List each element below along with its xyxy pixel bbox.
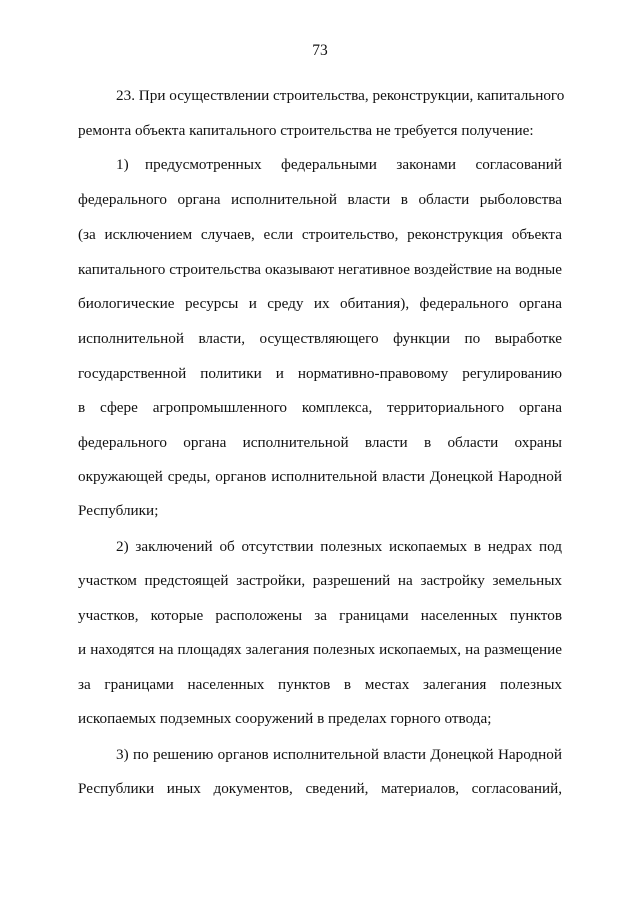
item-1-line-5: биологические ресурсы и среду их обитания), федерального органа [78, 295, 562, 312]
item-2-line-3: участков, которые расположены за границами населенных пунктов [78, 607, 562, 624]
paragraph-23-line-1: 23. При осуществлении строительства, реконструкции, капитального [116, 87, 565, 104]
item-1-line-9: федерального органа исполнительной власти в области охраны [78, 434, 562, 451]
item-2-line-1: 2) заключений об отсутствии полезных ископаемых в недрах под [116, 538, 562, 555]
item-1-line-2: федерального органа исполнительной власти в области рыболовства [78, 191, 562, 208]
item-3-line-1: 3) по решению органов исполнительной власти Донецкой Народной [116, 746, 562, 763]
item-1-line-1: предусмотренных федеральными законами согласований [145, 156, 562, 173]
item-1-number: 1) [116, 156, 129, 173]
paragraph-23-line-2: ремонта объекта капитального строительства не требуется получение: [78, 122, 534, 139]
item-1-line-6: исполнительной власти, осуществляющего функции по выработке [78, 330, 562, 347]
item-1-line-8: в сфере агропромышленного комплекса, территориального органа [78, 399, 562, 416]
item-1-line-7: государственной политики и нормативно-правовому регулированию [78, 365, 562, 382]
item-2-line-5: за границами населенных пунктов в местах залегания полезных [78, 676, 562, 693]
page-number: 73 [312, 42, 328, 59]
item-1-line-4: капитального строительства оказывают негативное воздействие на водные [78, 261, 562, 278]
item-3-line-2: Республики иных документов, сведений, материалов, согласований, [78, 780, 562, 797]
item-2-line-2: участком предстоящей застройки, разрешений на застройку земельных [78, 572, 562, 589]
item-2-line-4: и находятся на площадях залегания полезных ископаемых, на размещение [78, 641, 562, 658]
item-1-line-3: (за исключением случаев, если строительство, реконструкция объекта [78, 226, 562, 243]
item-1-line-10: окружающей среды, органов исполнительной власти Донецкой Народной [78, 468, 562, 485]
item-1-line-11: Республики; [78, 502, 159, 519]
item-2-line-6: ископаемых подземных сооружений в пределах горного отвода; [78, 710, 492, 727]
